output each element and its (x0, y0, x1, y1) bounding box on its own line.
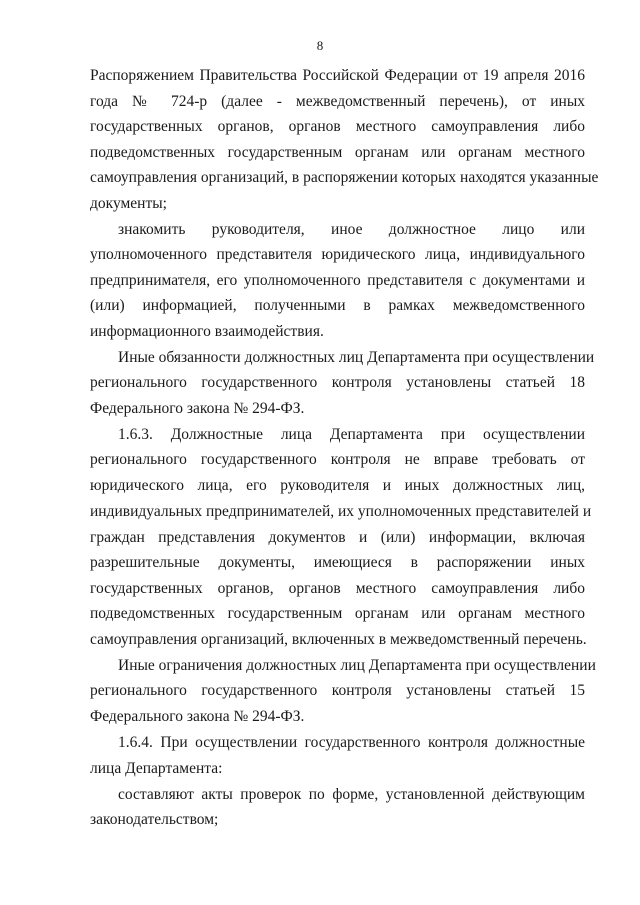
text-line: законодательством; (90, 811, 219, 828)
text-line: регионального государственного контроля не вправе требовать от (90, 451, 585, 468)
text-line: предпринимателя, его уполномоченного представителя с документами и (90, 272, 585, 289)
text-line: лица Департамента: (90, 760, 223, 777)
text-line: Распоряжением Правительства Российской Федерации от 19 апреля 2016 (90, 67, 585, 84)
text-line: Иные ограничения должностных лиц Департамента при осуществлении (118, 657, 596, 674)
text-line: информационного взаимодействия. (90, 323, 324, 340)
page-number: 8 (316, 38, 324, 53)
text-line: документы; (90, 195, 167, 212)
text-line: подведомственных государственным органам или органам местного (90, 605, 585, 622)
text-line: государственных органов, органов местного самоуправления либо (90, 580, 585, 597)
text-line: знакомить руководителя, иное должностное лицо или (118, 221, 585, 238)
text-line: государственных органов, органов местного самоуправления либо (90, 118, 585, 135)
text-line: Федерального закона № 294-ФЗ. (90, 708, 305, 725)
text-line: разрешительные документы, имеющиеся в распоряжении иных (90, 554, 585, 571)
text-line: Федерального закона № 294-ФЗ. (90, 400, 305, 417)
text-line: (или) информацией, полученными в рамках межведомственного (90, 297, 585, 314)
text-line: подведомственных государственным органам или органам местного (90, 144, 585, 161)
text-line: года № 724-р (далее - межведомственный перечень), от иных (90, 93, 585, 110)
text-line: регионального государственного контроля установлены статьей 15 (90, 682, 585, 699)
text-line: 1.6.3. Должностные лица Департамента при осуществлении (118, 426, 585, 443)
text-line: Иные обязанности должностных лиц Департамента при осуществлении (118, 349, 595, 366)
text-line: самоуправления организаций, включенных в межведомственный перечень. (90, 631, 587, 648)
text-line: индивидуальных предпринимателей, их уполномоченных представителей и (90, 503, 592, 520)
text-line: самоуправления организаций, в распоряжении которых находятся указанные (90, 169, 599, 186)
text-line: граждан представления документов и (или) информации, включая (90, 529, 585, 546)
text-line: 1.6.4. При осуществлении государственного контроля должностные (118, 734, 585, 751)
text-line: уполномоченного представителя юридического лица, индивидуального (90, 246, 585, 263)
text-line: регионального государственного контроля установлены статьей 18 (90, 374, 585, 391)
text-line: составляют акты проверок по форме, установленной действующим (118, 786, 585, 803)
text-line: юридического лица, его руководителя и иных должностных лиц, (90, 477, 585, 494)
